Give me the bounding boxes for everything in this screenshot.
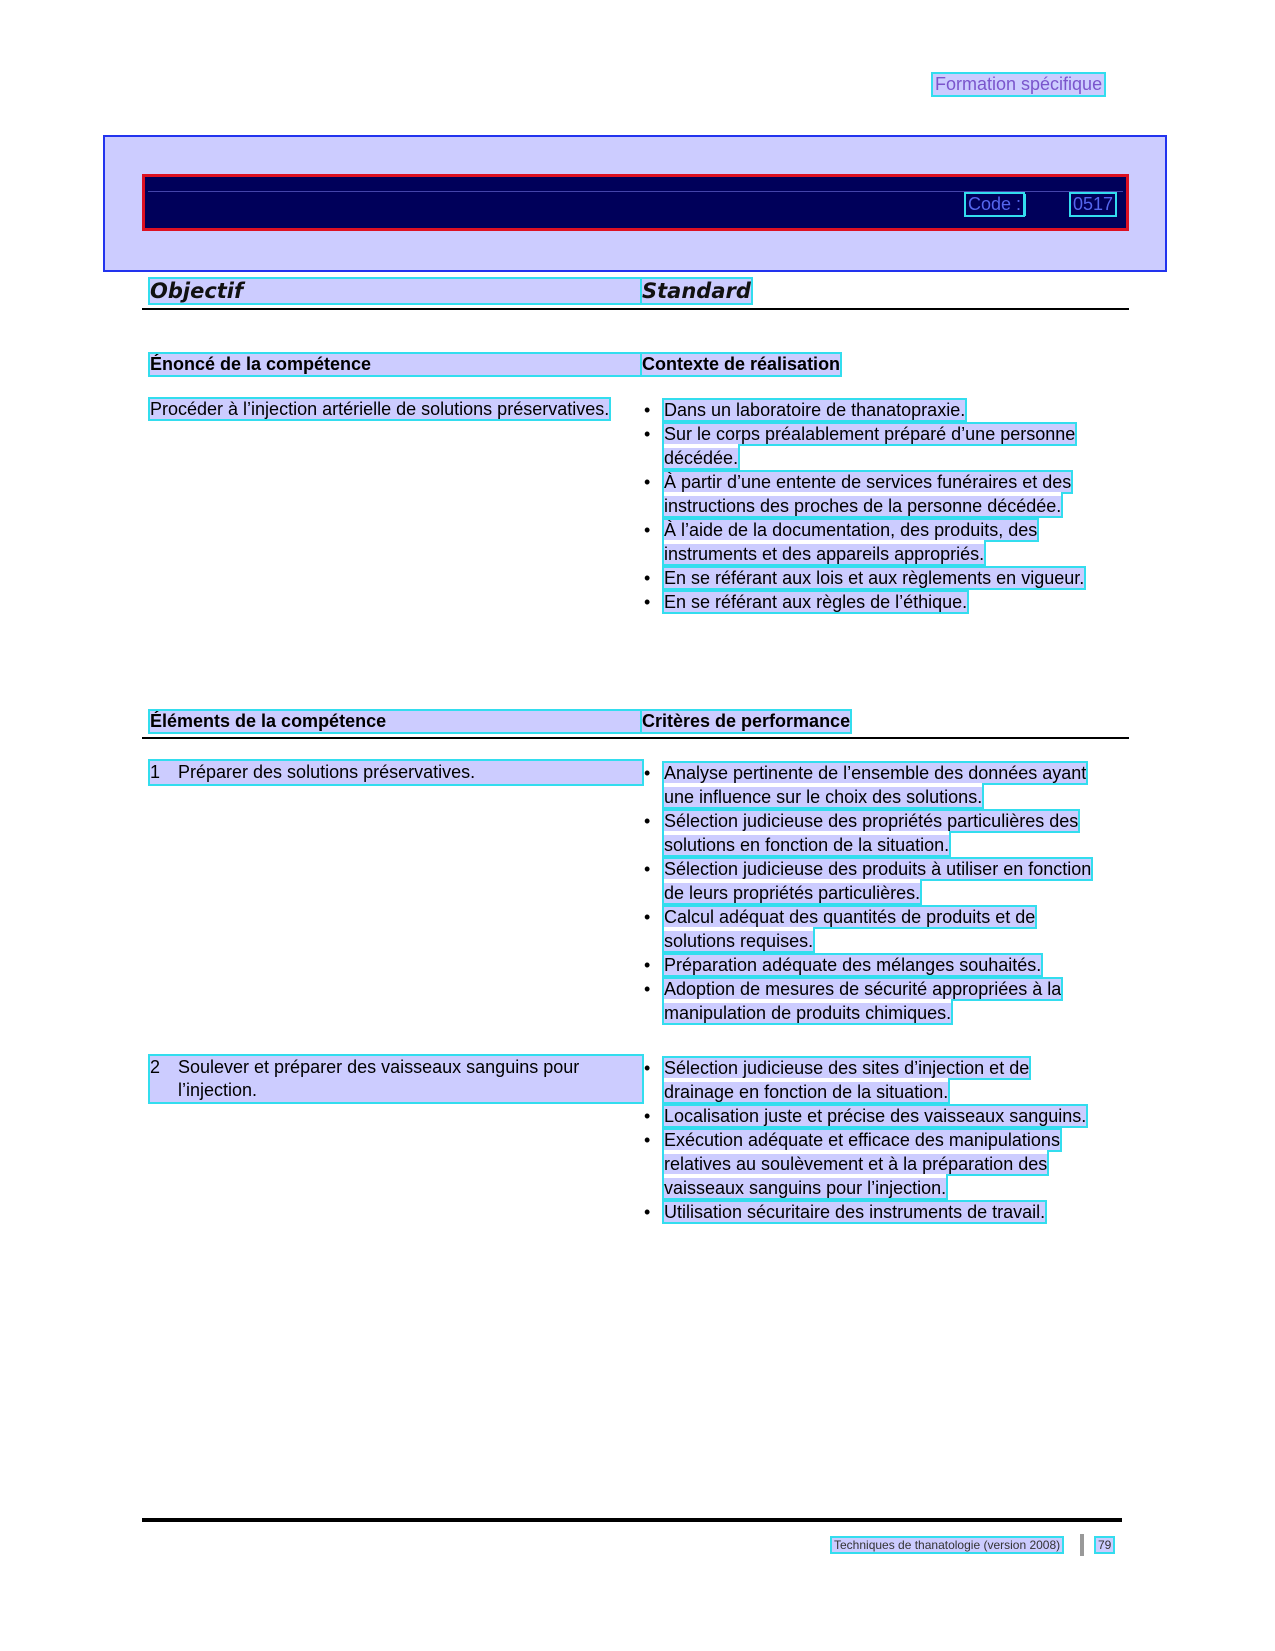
standard-heading: Standard <box>642 279 751 303</box>
list-item: • Sur le corps préalablement préparé d’une personne décédée. <box>642 422 1102 470</box>
contexte-title: Contexte de réalisation <box>642 354 841 374</box>
list-item: • Sélection judicieuse des produits à utiliser en fonction de leurs propriétés particulières. <box>642 857 1102 905</box>
element-text: Préparer des solutions préservatives. <box>178 762 476 782</box>
list-item: • En se référant aux règles de l’éthique. <box>642 590 1102 614</box>
element-1 <box>150 761 642 784</box>
enonce-title: Énoncé de la compétence <box>150 354 642 375</box>
enonce-text: Procéder à l’injection artérielle de solutions préservatives. <box>150 399 610 419</box>
list-item: • À partir d’une entente de services funéraires et des instructions des proches de la personne décédée. <box>642 470 1102 518</box>
list-item: • En se référant aux lois et aux règlements en vigueur. <box>642 566 1102 590</box>
list-item: • Dans un laboratoire de thanatopraxie. <box>642 398 1102 422</box>
list-item: • Préparation adéquate des mélanges souhaités. <box>642 953 1102 977</box>
footer-program: Techniques de thanatologie (version 2008) <box>834 1538 1061 1552</box>
code-divider <box>1024 194 1026 216</box>
objectif-heading: Objectif <box>150 279 642 303</box>
contexte-list <box>642 398 1102 614</box>
list-item: • Exécution adéquate et efficace des manipulations relatives au soulèvement et à la préparation des vaisseaux sanguins pour l’injection. <box>642 1128 1102 1200</box>
list-item: • À l’aide de la documentation, des produits, des instruments et des appareils appropriés. <box>642 518 1102 566</box>
footer-rule <box>142 1518 1122 1522</box>
code-value: 0517 <box>1073 194 1114 214</box>
elements-title: Éléments de la compétence <box>150 711 642 732</box>
element-number: 2 <box>150 1057 161 1077</box>
page-number: 79 <box>1098 1538 1112 1552</box>
element-number: 1 <box>150 762 161 782</box>
element-text: Soulever et préparer des vaisseaux sanguins pour l’injection. <box>178 1057 580 1100</box>
criteria-list-2 <box>642 1056 1102 1224</box>
elements-rule <box>142 737 1129 739</box>
banner-divider <box>148 191 1123 192</box>
list-item: • Sélection judicieuse des propriétés particulières des solutions en fonction de la situation. <box>642 809 1102 857</box>
element-2 <box>150 1056 642 1102</box>
criteria-list-1 <box>642 761 1102 1025</box>
list-item: • Adoption de mesures de sécurité appropriées à la manipulation de produits chimiques. <box>642 977 1102 1025</box>
list-item: • Sélection judicieuse des sites d’injection et de drainage en fonction de la situation. <box>642 1056 1102 1104</box>
code-label: Code : <box>968 194 1022 214</box>
list-item: • Analyse pertinente de l’ensemble des données ayant une influence sur le choix des solutions. <box>642 761 1102 809</box>
footer-separator <box>1080 1534 1084 1556</box>
criteres-title: Critères de performance <box>642 711 851 731</box>
list-item: • Localisation juste et précise des vaisseaux sanguins. <box>642 1104 1102 1128</box>
list-item: • Calcul adéquat des quantités de produits et de solutions requises. <box>642 905 1102 953</box>
section-label: Formation spécifique <box>935 74 1103 94</box>
heading-rule <box>142 308 1129 310</box>
list-item: • Utilisation sécuritaire des instruments de travail. <box>642 1200 1102 1224</box>
